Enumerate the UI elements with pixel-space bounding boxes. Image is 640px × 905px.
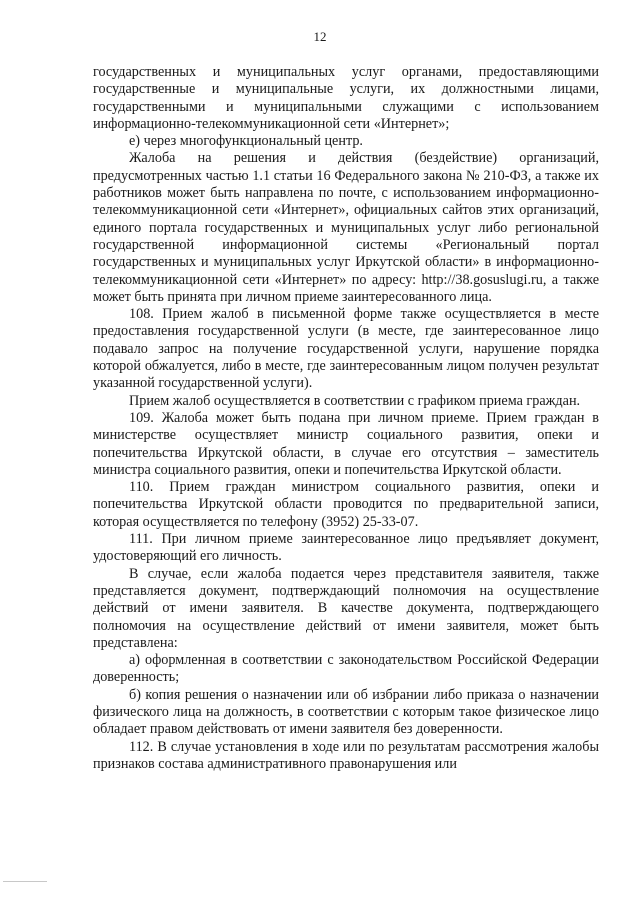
paragraph-continuation: государственных и муниципальных услуг органами, предоставляющими государственные и муниципальные услуги, их должностными лицами, государственными и муниципальными служащими с использованием информационно-телекоммуникационной сети «Интернет»;: [93, 64, 599, 132]
paragraph-109: 109. Жалоба может быть подана при личном приеме. Прием граждан в министерстве осуществляет министр социального развития, опеки и попечительства Иркутской области, в случае его отсутствия – заместитель министра социального развития, опеки и попечительства Иркутской области.: [93, 409, 599, 478]
paragraph-110: 110. Прием граждан министром социального развития, опеки и попечительства Иркутской области проводится по предварительной записи, которая осуществляется по телефону (3952) 25-33-07.: [93, 479, 599, 530]
paragraph-reception-schedule: Прием жалоб осуществляется в соответствии с графиком приема граждан.: [129, 392, 581, 409]
paragraph-108: 108. Прием жалоб в письменной форме также осуществляется в месте предоставления государственной услуги (в месте, где заинтересованное лицо подавало запрос на получение государственной услуги, нарушение порядка которой обжалуется, либо в месте, где заинтересованным лицом получен результат указанной государственной услуги).: [93, 306, 599, 392]
paragraph-representative: В случае, если жалоба подается через представителя заявителя, также представляется документ, подтверждающий полномочия на осуществление действий от имени заявителя. В качестве документа, подтверждающего полномочия на осуществление действий от имени заявителя, может быть представлена:: [93, 565, 599, 651]
footer-rule: [3, 881, 47, 882]
document-body: [93, 64, 599, 773]
paragraph-complaint-organizations: Жалоба на решения и действия (бездействие) организаций, предусмотренных частью 1.1 статьи 16 Федерального закона № 210-ФЗ, а также их работников может быть направлена по почте, с использованием информационно-телекоммуникационной сети «Интернет», официальных сайтов этих организаций, единого портала государственных и муниципальных услуг либо региональной государственной информационной системы «Региональный портал государственных и муниципальных услуг Иркутской области» в информационно-телекоммуникационной сети «Интернет» по адресу: http://38.gosuslugi.ru, а также может быть принята при личном приеме заинтересованного лица.: [93, 150, 599, 305]
paragraph-item-b: б) копия решения о назначении или об избрании либо приказа о назначении физического лица на должность, в соответствии с которым такое физическое лицо обладает правом действовать от имени заявителя без доверенности.: [93, 686, 599, 738]
page-number: 12: [313, 29, 327, 44]
paragraph-item-a: а) оформленная в соответствии с законодательством Российской Федерации доверенность;: [93, 652, 599, 686]
paragraph-item-e: е) через многофункциональный центр.: [129, 133, 363, 150]
paragraph-112: 112. В случае установления в ходе или по результатам рассмотрения жалобы признаков состава административного правонарушения или: [93, 738, 599, 772]
paragraph-111: 111. При личном приеме заинтересованное лицо предъявляет документ, удостоверяющий его личность.: [93, 531, 599, 565]
